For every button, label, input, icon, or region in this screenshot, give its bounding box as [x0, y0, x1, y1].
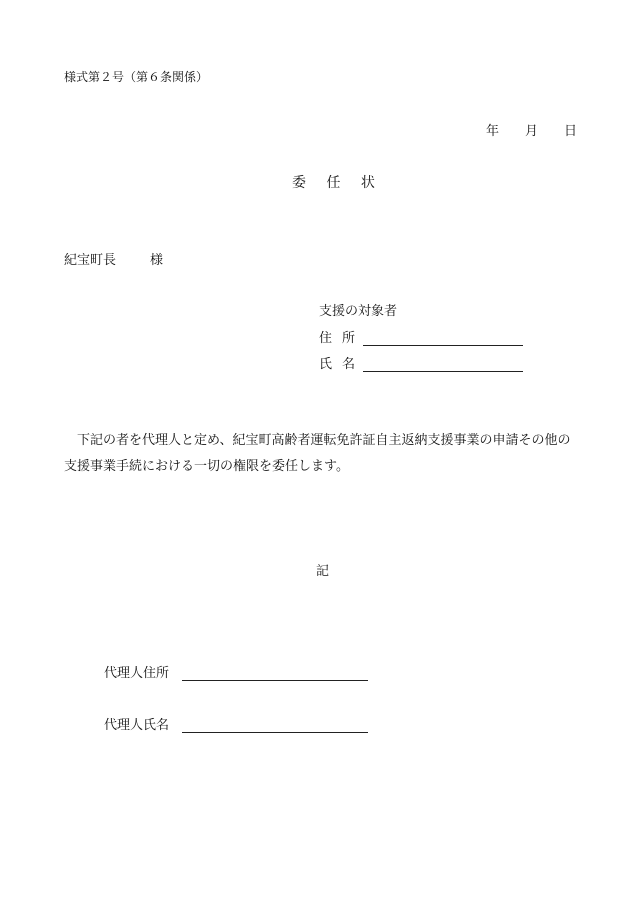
addressee — [64, 249, 163, 268]
addressee-honorific: 様 — [150, 253, 164, 268]
delegation-statement — [64, 428, 584, 480]
principal-address-field[interactable] — [363, 331, 523, 346]
agent-address-label: 代理人住所 — [104, 666, 170, 681]
form-number: 様式第２号（第６条関係） — [64, 70, 209, 84]
addressee-name: 紀宝町長 — [64, 253, 117, 268]
document-title: 委 任 状 — [292, 175, 383, 191]
principal-address-label: 住所 — [319, 331, 366, 346]
agent-address-row — [104, 662, 368, 681]
ki-heading: 記 — [316, 564, 330, 579]
principal-name-label: 氏名 — [319, 357, 366, 372]
day-label: 日 — [564, 124, 578, 139]
principal-name-field[interactable] — [363, 357, 523, 372]
agent-address-field[interactable] — [182, 666, 368, 681]
month-label: 月 — [525, 124, 539, 139]
statement-line-1: 下記の者を代理人と定め、紀宝町高齢者運転免許証自主返納支援事業の申請その他の — [77, 433, 571, 448]
statement-line-2: 支援事業手続における一切の権限を委任します。 — [64, 459, 349, 474]
agent-name-row — [104, 714, 368, 733]
principal-address-row — [319, 327, 523, 346]
year-label: 年 — [486, 124, 500, 139]
date-line — [486, 120, 577, 139]
agent-name-label: 代理人氏名 — [104, 718, 170, 733]
principal-name-row — [319, 353, 523, 372]
principal-heading: 支援の対象者 — [319, 304, 398, 319]
agent-name-field[interactable] — [182, 718, 368, 733]
